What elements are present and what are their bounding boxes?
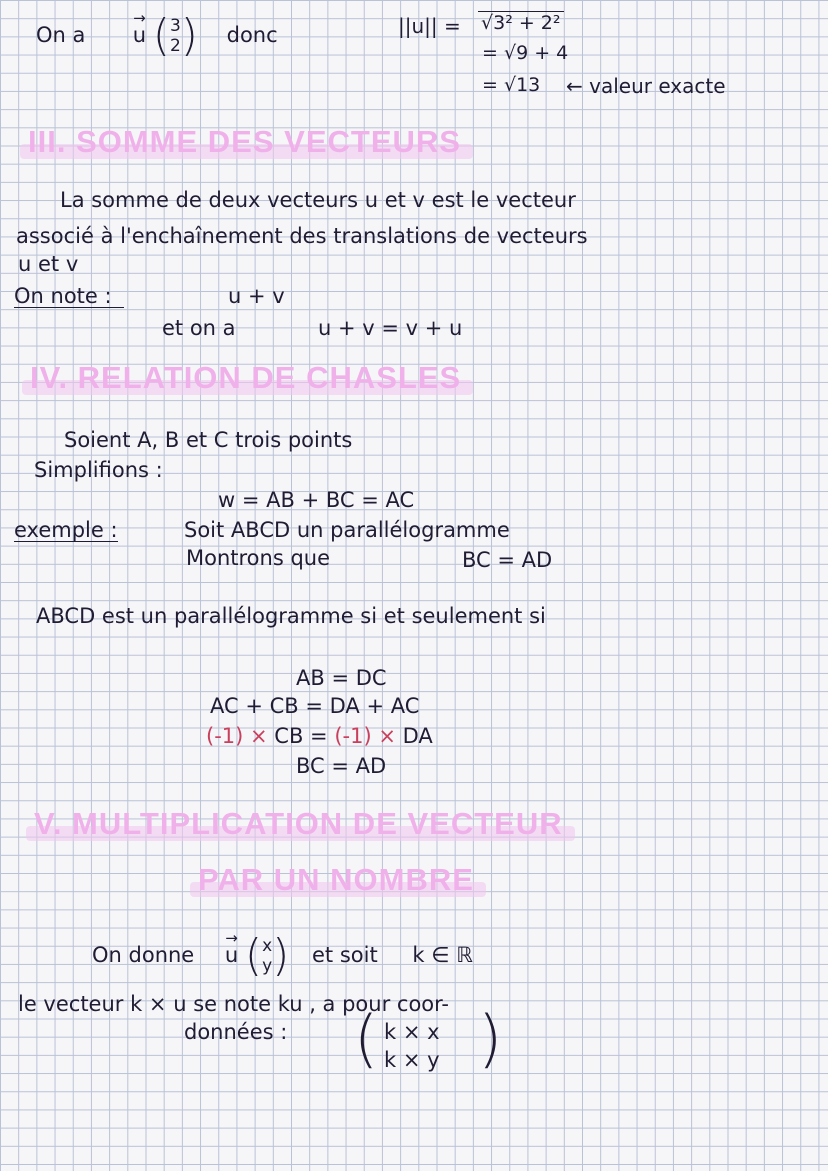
et-on-a-text: et on a [162,316,236,340]
scalar-def-line: le vecteur k × u se note ku , a pour coor- [18,992,450,1016]
result-coord-2: k × y [384,1048,440,1072]
proof-step-4: BC = AD [296,754,387,778]
commutativity-formula: u + v = v + u [318,316,463,340]
on-note-label: On note : [14,286,124,308]
donc-text: donc [226,23,278,47]
section-3-title: III. SOMME DES VECTEURS [28,124,461,159]
section-5-title-line1: V. MULTIPLICATION DE VECTEUR [34,806,563,841]
exemple-text: Soit ABCD un parallélogramme [184,518,510,542]
section-4-title: IV. RELATION DE CHASLES [30,360,462,395]
vector-u-2: → u [225,945,238,966]
vector-u: → u [133,25,146,46]
result-left-paren: ( [354,1002,379,1075]
norm-lhs: ||u|| = [398,14,461,38]
montrons-expr: BC = AD [462,548,553,572]
norm-line1: √3² + 2² [478,14,564,33]
soient-line: Soient A, B et C trois points [64,428,353,452]
on-a-text: On a [36,23,86,47]
result-right-paren: ) [478,1002,503,1075]
donnees-label: données : [184,1020,288,1044]
proof-step-3: (-1) × CB = (-1) × DA [206,724,433,748]
norm-line3: = √13 [482,74,541,96]
proof-step-1: AB = DC [296,666,387,690]
proof-step-2: AC + CB = DA + AC [210,694,420,718]
norm-line2: = √9 + 4 [482,42,569,64]
result-coord-1: k × x [384,1020,440,1044]
montrons-text: Montrons que [186,546,331,570]
coords-u: 3 2 [169,16,181,56]
sum-def-line3: u et v [18,252,79,276]
intro-line: On a → u ( 3 2 ) donc [36,14,278,58]
coords-xy: x y [262,936,273,976]
sum-def-line1: La somme de deux vecteurs u et v est le vecteur [60,188,576,212]
simplifions-label: Simplifions : [34,458,163,482]
sum-notation: u + v [228,284,285,308]
exact-value-note: ← valeur exacte [566,74,726,98]
chasles-formula: w = AB + BC = AC [218,488,415,512]
section-5-title-line2: PAR UN NOMBRE [198,862,474,897]
on-donne-line: On donne → u ( x y ) et soit k ∈ ℝ [92,934,473,978]
exemple-label: exemple : [14,518,118,542]
parallelogram-statement: ABCD est un parallélogramme si et seulement si [36,604,546,628]
sum-def-line2: associé à l'enchaînement des translations de vecteurs [16,224,588,248]
